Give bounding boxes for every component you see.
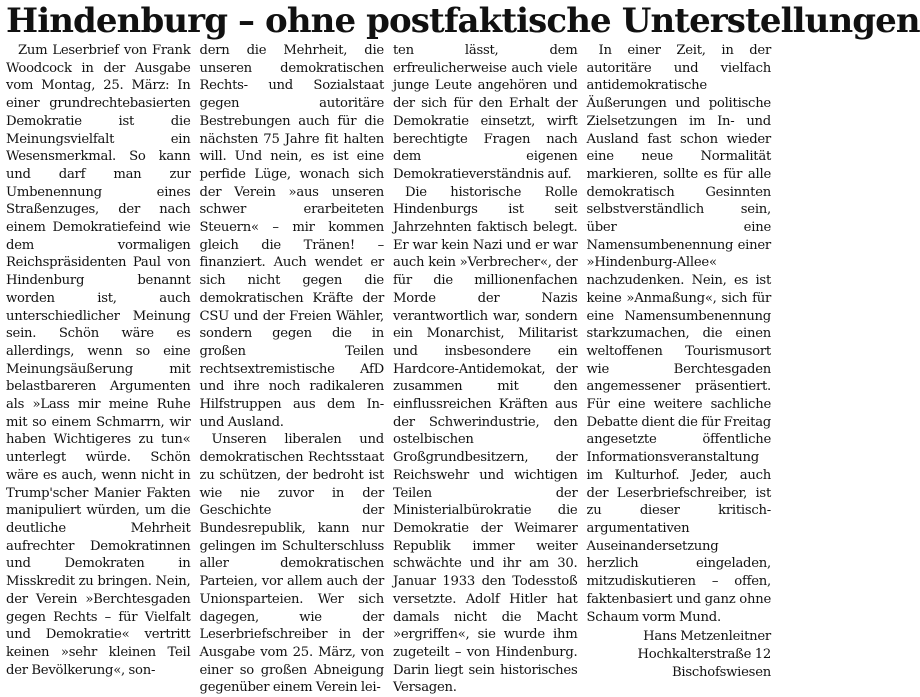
paragraph: Zum Leserbrief von Frank Woodcock in der Ausgabe vom Montag, 25. März: In einer grundrechtebasierten Demokratie ist die Meinungsvielfalt ein Wesensmerkmal. So kann und darf man zur Umbenennung eines Straßenzuges, der nach einem Demokratiefeind wie dem vormaligen Reichspräsidenten Paul von Hindenburg benannt worden ist, auch unterschiedlicher Meinung sein. Schön wäre es allerdings, wenn so eine Meinungsäußerung mit belastbareren Argumenten als »Lass mir meine Ruhe mit so einem Schmarrn, wir haben Wichtigeres zu tun« unterlegt würde. Schön wäre es auch, wenn nicht in Trump'scher Manier Fakten manipuliert würden, um die deutliche Mehrheit aufrechter Demokratinnen und Demokraten in Misskredit zu bringen. Nein, der Verein »Berchtesgaden gegen Rechts – für Vielfalt und Demokratie« vertritt keinen »sehr kleinen Teil der Bevölkerung«, son- [6, 43, 191, 678]
column-4 [587, 42, 772, 697]
signature [587, 628, 772, 681]
signature-name: Hans Metzenleitner [643, 629, 771, 645]
paragraph: dern die Mehrheit, die unseren demokratischen Rechts- und Sozialstaat gegen autoritäre Bestrebungen auch für die nächsten 75 Jahre fit halten will. Und nein, es ist eine perfide Lüge, wonach sich der Verein »aus unseren schwer erarbeiteten Steuern« – mir kommen gleich die Tränen! – finanziert. Auch wendet er sich nicht gegen die demokratischen Kräfte der CSU und der Freien Wähler, sondern gegen die in großen Teilen rechtsextremistische AfD und ihre noch radikaleren Hilfstruppen aus dem In- und Ausland. [199, 43, 384, 430]
column-3 [393, 42, 578, 697]
paragraph: Die historische Rolle Hindenburgs ist seit Jahrzehnten faktisch belegt. Er war kein Nazi und er war auch kein »Verbrecher«, der für die millionenfachen Morde der Nazis verantwortlich war, sondern ein Monarchist, Militarist und insbesondere ein Hardcore-Antidemokat, der zusammen mit den einflussreichen Kräften aus der Schwerindustrie, den ostelbischen Großgrundbesitzern, der Reichswehr und wichtigen Teilen der Ministerialbürokratie die Demokratie der Weimarer Republik immer weiter schwächte und ihr am 30. Januar 1933 den Todesstoß versetzte. Adolf Hitler hat damals nicht die Macht »ergriffen«, sie wurde ihm zugeteilt – von Hindenburg. Darin liegt sein historisches Versagen. [393, 184, 578, 696]
signature-city: Bischofswiesen [671, 664, 771, 680]
paragraph: Unseren liberalen und demokratischen Rechtsstaat zu schützen, der bedroht ist wie nie zuvor in der Geschichte der Bundesrepublik, kann nur gelingen im Schulterschluss aller demokratischen Parteien, vor allem auch der Unionsparteien. Wer sich dagegen, wie der Leserbriefschreiber in der Ausgabe vom 25. März, von einer so großen Abneigung gegenüber einem Verein lei- [199, 432, 384, 696]
column-2 [200, 42, 385, 697]
article-columns [6, 42, 771, 696]
signature-street: Hochkalterstraße 12 [637, 646, 771, 662]
column-1 [6, 42, 191, 697]
paragraph: In einer Zeit, in der autoritäre und vielfach antidemokratische Äußerungen und politische Zielsetzungen im In- und Ausland fast schon wieder eine neue Normalität markieren, sollte es für alle demokratisch Gesinnten selbstverständlich sein, über eine Namensumbenennung einer »Hindenburg-Allee« nachzudenken. Nein, es ist keine »Anmaßung«, sich für eine Namensumbenennung starkzumachen, die einen weltoffenen Tourismusort wie Berchtesgaden angemessener präsentiert. Für eine weitere sachliche Debatte dient die für Freitag angesetzte öffentliche Informationsveranstaltung im Kulturhof. Jeder, auch der Leserbriefschreiber, ist zu dieser kritisch-argumentativen Auseinandersetzung herzlich eingeladen, mitzudiskutieren – offen, faktenbasiert und ganz ohne Schaum vorm Mund. [586, 43, 771, 625]
paragraph: ten lässt, dem erfreulicherweise auch viele junge Leute angehören und der sich für den Erhalt der Demokratie einsetzt, wirft berechtigte Fragen nach dem eigenen Demokratieverständnis auf. [393, 43, 578, 182]
headline: Hindenburg – ohne postfaktische Unterstellungen [6, 1, 920, 41]
